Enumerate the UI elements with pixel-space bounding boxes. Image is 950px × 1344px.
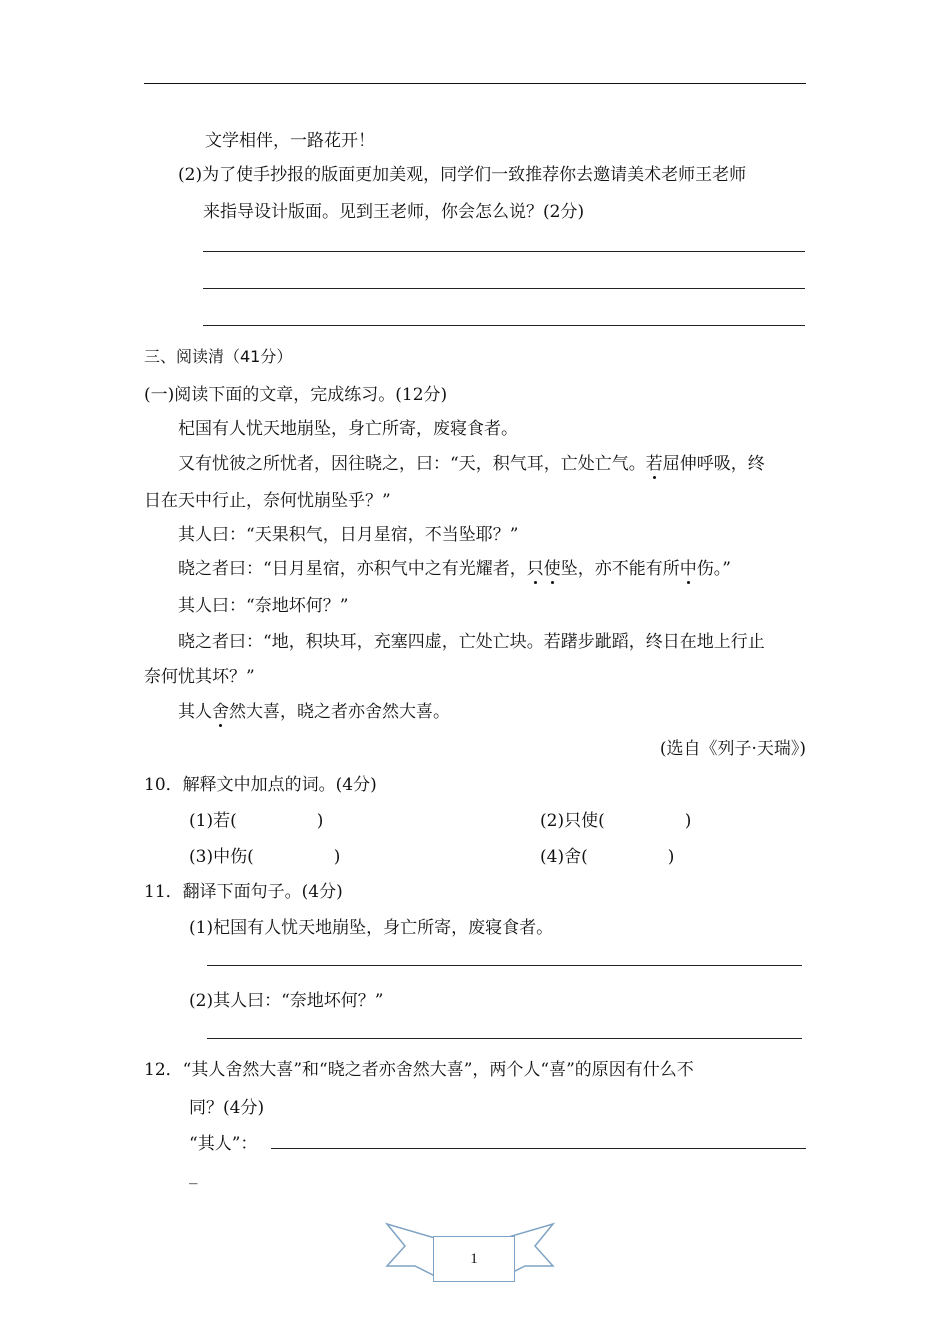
q10-item-2[interactable]	[540, 806, 691, 831]
q12-line1: 12．“其人舍然大喜”和“晓之者亦舍然大喜”，两个人“喜”的原因有什么不	[144, 1060, 694, 1080]
answer-line[interactable]	[207, 965, 802, 966]
text: )	[684, 811, 692, 831]
passage-p6-line2: 奈何忧其坏？”	[144, 667, 255, 687]
q2-line1: (2)为了使手抄报的版面更加美观，同学们一致推荐你去邀请美术老师王老师	[178, 165, 747, 185]
answer-line[interactable]	[207, 1038, 802, 1039]
q11-stem: 11．翻译下面句子。(4分)	[144, 882, 343, 902]
header-rule	[144, 83, 806, 84]
text: 其人	[178, 702, 212, 722]
dotted-word: 使	[544, 554, 561, 579]
text: (3)中伤(	[189, 847, 254, 867]
passage-source: (选自《列子·天瑞》)	[659, 739, 806, 759]
passage-p7	[178, 697, 450, 722]
q2-line2: 来指导设计版面。见到王老师，你会怎么说？(2分)	[203, 202, 585, 222]
answer-line[interactable]	[271, 1148, 806, 1149]
text: 屈伸呼吸，终	[662, 454, 765, 474]
q10-stem: 10．解释文中加点的词。(4分)	[144, 775, 377, 795]
passage-p2-line1	[178, 449, 765, 474]
continuation-text: 文学相伴，一路花开！	[205, 131, 375, 151]
answer-line[interactable]	[203, 288, 805, 289]
passage-intro: (一)阅读下面的文章，完成练习。(12分)	[144, 385, 448, 405]
text: )	[667, 847, 675, 867]
section-title: 三、阅读清（41分）	[144, 347, 293, 366]
passage-p2-line2: 日在天中行止，奈何忧崩坠乎？”	[144, 491, 391, 511]
page-footer	[385, 1222, 555, 1287]
q10-item-3[interactable]	[189, 842, 340, 867]
text: 伤。”	[696, 559, 731, 579]
q12-label: “其人”：	[189, 1134, 258, 1154]
q11-sentence-2: (2)其人曰：“奈地坏何？”	[189, 991, 384, 1011]
q12-trail: _	[189, 1165, 198, 1185]
passage-p4	[178, 554, 731, 579]
text: 又有忧彼之所忧者，因往晓之，曰：“天，积气耳，亡处亡气。	[178, 454, 646, 474]
dotted-word: 若	[646, 449, 663, 474]
text: 坠，亦不能有所	[560, 559, 680, 579]
answer-line[interactable]	[203, 325, 805, 326]
q10-item-1[interactable]	[189, 806, 323, 831]
text: (1)若(	[189, 811, 237, 831]
q12-line2: 同？(4分)	[189, 1098, 265, 1118]
text: )	[316, 811, 324, 831]
dotted-word: 舍	[212, 697, 229, 722]
dotted-word: 中	[680, 554, 697, 579]
passage-p1: 杞国有人忧天地崩坠，身亡所寄，废寝食者。	[178, 419, 518, 439]
text: )	[333, 847, 341, 867]
text: 晓之者曰：“日月星宿，亦积气中之有光耀者，	[178, 559, 527, 579]
passage-p5: 其人曰：“奈地坏何？”	[178, 596, 349, 616]
page-number: 1	[433, 1236, 515, 1282]
text: (4)舍(	[540, 847, 588, 867]
answer-line[interactable]	[203, 251, 805, 252]
passage-p6-line1: 晓之者曰：“地，积块耳，充塞四虚，亡处亡块。若躇步跐蹈，终日在地上行止	[178, 632, 765, 652]
passage-p3: 其人曰：“天果积气，日月星宿，不当坠耶？”	[178, 525, 519, 545]
q11-sentence-1: (1)杞国有人忧天地崩坠，身亡所寄，废寝食者。	[189, 918, 554, 938]
text: (2)只使(	[540, 811, 605, 831]
text: 然大喜，晓之者亦舍然大喜。	[229, 702, 450, 722]
dotted-word: 只	[527, 554, 544, 579]
q10-item-4[interactable]	[540, 842, 674, 867]
